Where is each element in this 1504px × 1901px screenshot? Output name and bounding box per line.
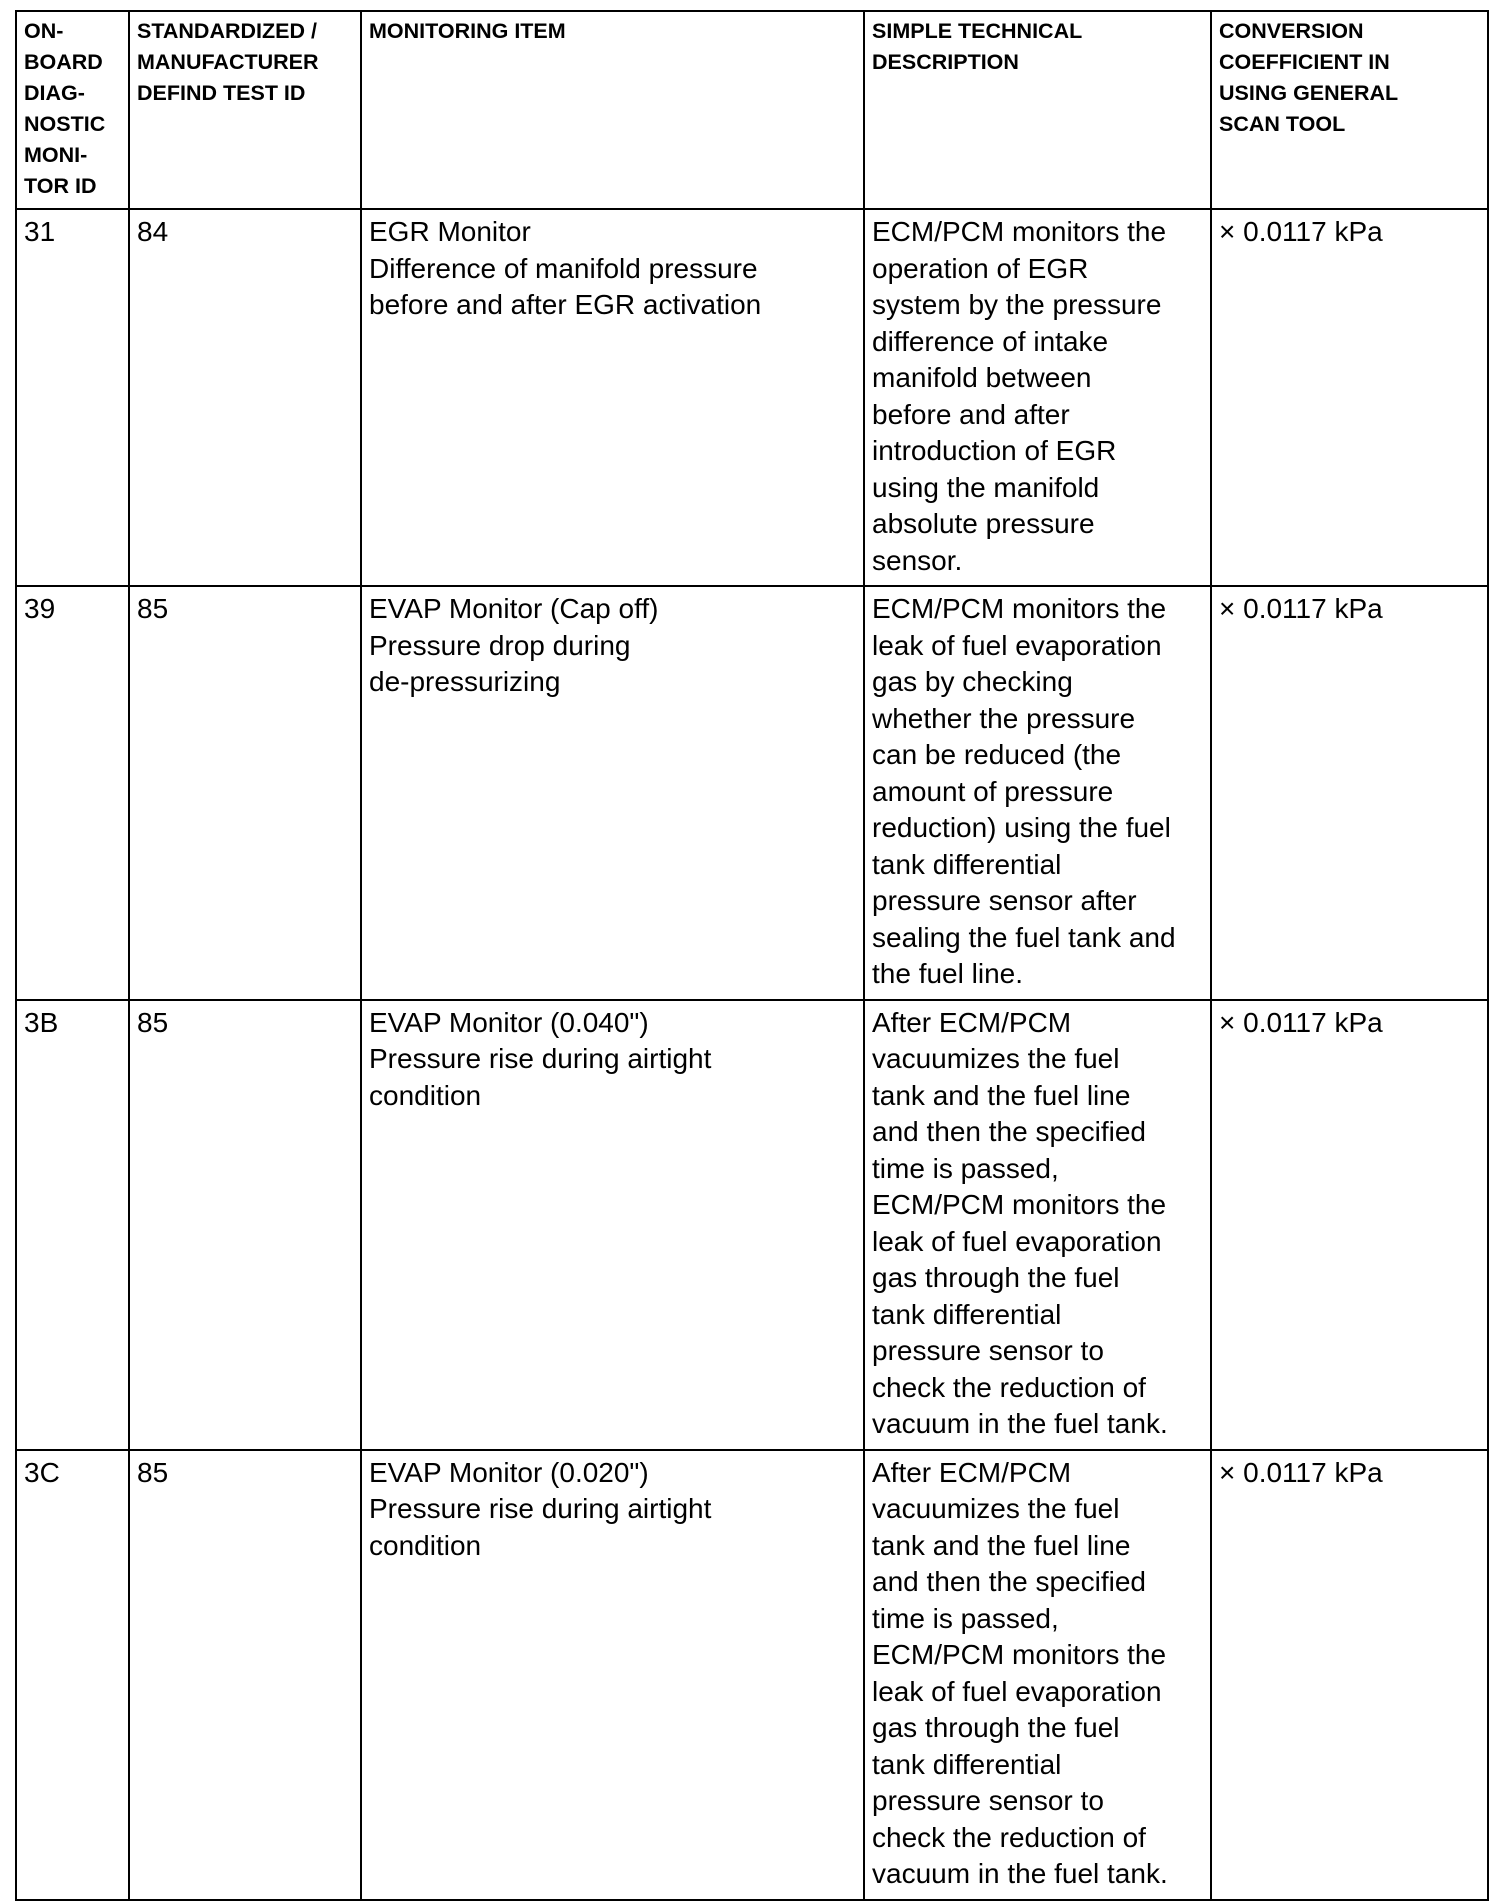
cell-test-id: 85 xyxy=(129,1450,361,1900)
cell-conversion-coefficient: × 0.0117 kPa xyxy=(1211,1000,1488,1450)
header-test-id: STANDARDIZED / MANUFACTURER DEFIND TEST ID xyxy=(129,11,361,209)
header-row xyxy=(16,11,1488,209)
cell-conversion-coefficient: × 0.0117 kPa xyxy=(1211,1450,1488,1900)
cell-monitor-id: 3B xyxy=(16,1000,129,1450)
cell-technical-description: ECM/PCM monitors the leak of fuel evaporation gas by checking whether the pressure can be reduced (the amount of pressure reduction) using the fuel tank differential pressure sensor after sealing the fuel tank and the fuel line. xyxy=(864,586,1211,1000)
table-row xyxy=(16,1000,1488,1450)
header-conversion-coefficient: CONVERSION COEFFICIENT IN USING GENERAL SCAN TOOL xyxy=(1211,11,1488,209)
cell-test-id: 85 xyxy=(129,1000,361,1450)
cell-technical-description: ECM/PCM monitors the operation of EGR system by the pressure difference of intake manifold between before and after introduction of EGR using the manifold absolute pressure sensor. xyxy=(864,209,1211,586)
cell-test-id: 84 xyxy=(129,209,361,586)
cell-monitoring-item: EVAP Monitor (Cap off) Pressure drop during de-pressurizing xyxy=(361,586,864,1000)
cell-test-id: 85 xyxy=(129,586,361,1000)
header-monitor-id: ON- BOARD DIAG- NOSTIC MONI- TOR ID xyxy=(16,11,129,209)
cell-technical-description: After ECM/PCM vacuumizes the fuel tank and the fuel line and then the specified time is passed, ECM/PCM monitors the leak of fuel evaporation gas through the fuel tank differential pressure sensor to check the reduction of vacuum in the fuel tank. xyxy=(864,1450,1211,1900)
cell-monitor-id: 3C xyxy=(16,1450,129,1900)
cell-monitor-id: 39 xyxy=(16,586,129,1000)
table-header xyxy=(16,11,1488,209)
header-technical-description: SIMPLE TECHNICAL DESCRIPTION xyxy=(864,11,1211,209)
table-row xyxy=(16,209,1488,586)
cell-conversion-coefficient: × 0.0117 kPa xyxy=(1211,209,1488,586)
obd-monitor-table xyxy=(15,10,1489,1901)
table-body xyxy=(16,209,1488,1900)
cell-monitoring-item: EVAP Monitor (0.020") Pressure rise during airtight condition xyxy=(361,1450,864,1900)
table-row xyxy=(16,586,1488,1000)
cell-monitor-id: 31 xyxy=(16,209,129,586)
header-monitoring-item: MONITORING ITEM xyxy=(361,11,864,209)
table-row xyxy=(16,1450,1488,1900)
cell-monitoring-item: EGR Monitor Difference of manifold pressure before and after EGR activation xyxy=(361,209,864,586)
cell-technical-description: After ECM/PCM vacuumizes the fuel tank and the fuel line and then the specified time is passed, ECM/PCM monitors the leak of fuel evaporation gas through the fuel tank differential pressure sensor to check the reduction of vacuum in the fuel tank. xyxy=(864,1000,1211,1450)
cell-monitoring-item: EVAP Monitor (0.040") Pressure rise during airtight condition xyxy=(361,1000,864,1450)
cell-conversion-coefficient: × 0.0117 kPa xyxy=(1211,586,1488,1000)
